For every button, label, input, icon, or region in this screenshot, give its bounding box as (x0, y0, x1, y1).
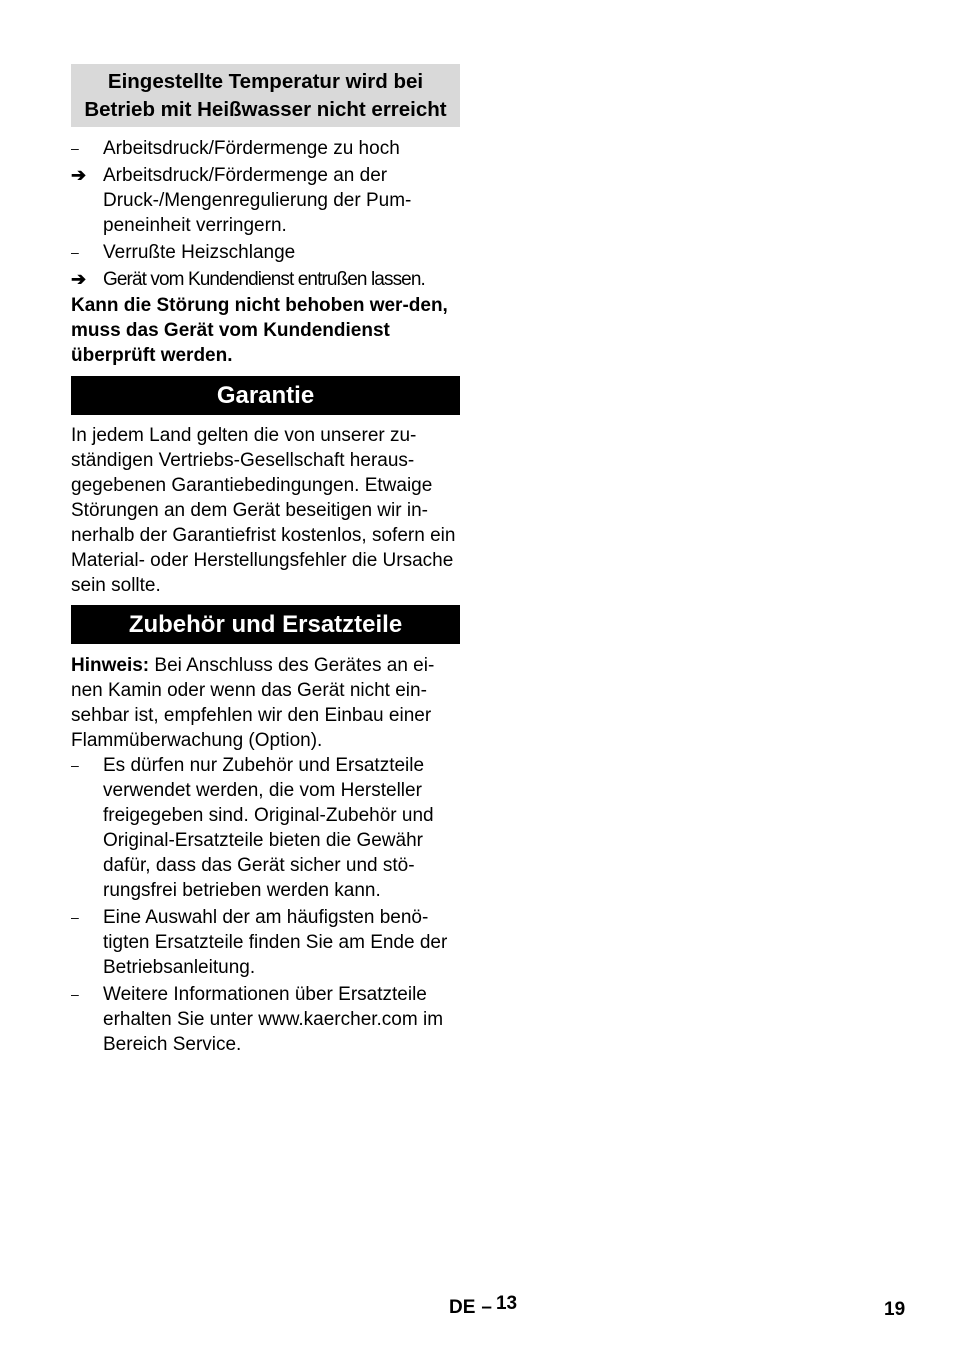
list-item-action (71, 267, 460, 292)
dash-marker: – (71, 909, 79, 925)
zubehoer-item-text: Weitere Informationen über Ersatzteile erhalten Sie unter www.kaercher.com im Bereich Service. (103, 984, 444, 1055)
dash-marker: – (71, 986, 79, 1002)
zubehoer-item-text: Eine Auswahl der am häufigsten benö-tigten Ersatzteile finden Sie am Ende der Betriebsanleitung. (103, 907, 448, 978)
footer-section-number (449, 1293, 518, 1319)
footer-section-page: 13 (495, 1293, 518, 1314)
list-item-cause (71, 136, 460, 161)
hint-label: Hinweis: (71, 655, 150, 676)
footer-lang: DE (449, 1297, 476, 1318)
dash-marker: – (71, 140, 79, 156)
arrow-right-icon: ➔ (71, 165, 87, 185)
action-text: Arbeitsdruck/Fördermenge an der Druck-/Mengenregulierung der Pum-peneinheit verringern. (103, 165, 412, 236)
fault-note: Kann die Störung nicht behoben wer-den, muss das Gerät vom Kundendienst überprüft werden. (71, 295, 448, 366)
dash-marker: – (71, 244, 79, 260)
fault-heading: Eingestellte Temperatur wird bei Betrieb mit Heißwasser nicht erreicht (84, 70, 447, 121)
zubehoer-title: Zubehör und Ersatzteile (128, 611, 403, 638)
list-item (71, 905, 460, 980)
list-item-action (71, 163, 460, 238)
list-item-cause (71, 240, 460, 265)
dash-marker: – (71, 757, 79, 773)
zubehoer-item-text: Es dürfen nur Zubehör und Ersatzteile verwendet werden, die vom Hersteller freigegeben sind. Original-Zubehör und Original-Ersatzteile bieten die Gewähr dafür, dass das Gerät sicher und stö-rungsfrei betrieben werden kann. (103, 755, 434, 901)
cause-text: Verrußte Heizschlange (103, 242, 296, 263)
footer-separator: – (481, 1297, 492, 1318)
content-column (71, 64, 460, 1057)
list-item (71, 753, 460, 903)
section-heading-garantie (71, 376, 460, 415)
action-text: Gerät vom Kundendienst entrußen lassen. (103, 269, 425, 290)
page-number: 19 (884, 1299, 906, 1320)
garantie-title: Garantie (216, 382, 315, 409)
fault-heading-box (71, 64, 460, 127)
arrow-right-icon: ➔ (71, 269, 87, 289)
zubehoer-hint (71, 653, 460, 753)
section-heading-zubehoer (71, 605, 460, 644)
cause-text: Arbeitsdruck/Fördermenge zu hoch (103, 138, 400, 159)
list-item (71, 982, 460, 1057)
hint-text: Bei Anschluss des Gerätes an ei-nen Kamin oder wenn das Gerät nicht ein-sehbar ist, empfehlen wir den Einbau einer Flammüberwachung (Option). (71, 655, 435, 751)
garantie-text: In jedem Land gelten die von unserer zu-ständigen Vertriebs-Gesellschaft heraus-gegebenen Garantiebedingungen. Etwaige Störungen an dem Gerät beseitigen wir in-nerhalb der Garantiefrist kostenlos, sofern ein Material- oder Herstellungsfehler die Ursache sein sollte. (71, 425, 456, 596)
